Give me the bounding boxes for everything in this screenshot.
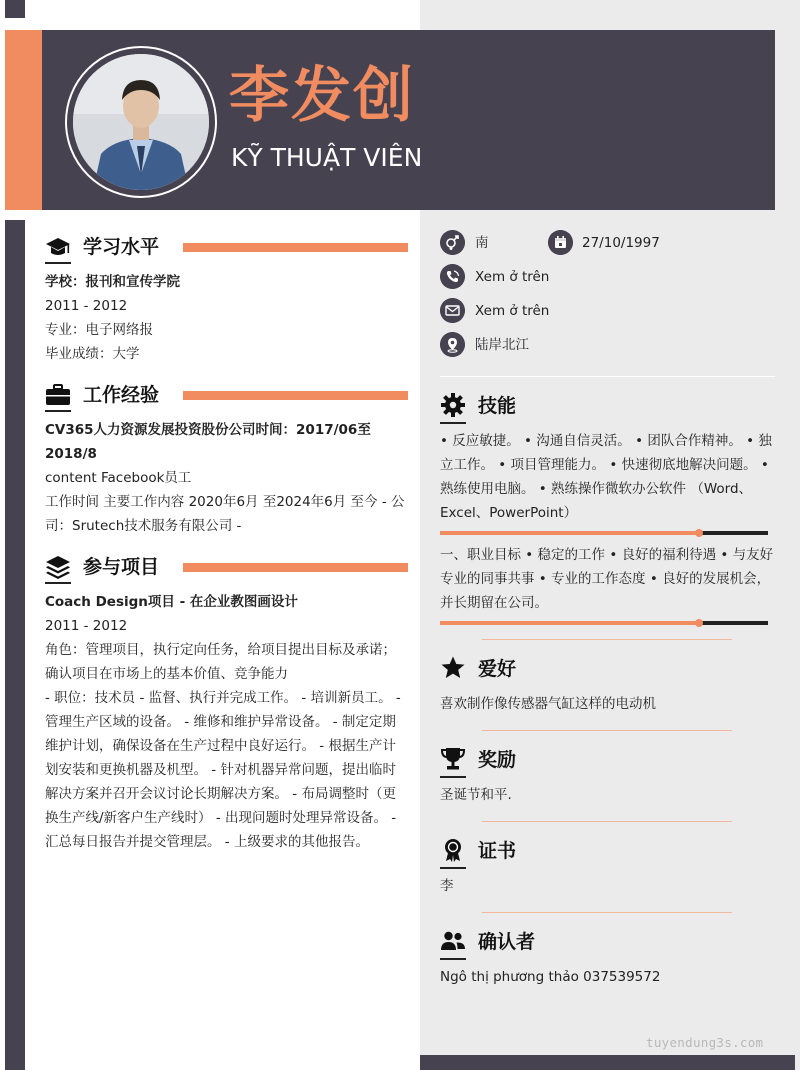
section-underline [440,958,466,960]
skill-progress-bar [440,531,768,535]
project-duties: - 职位：技术员 - 监督、执行并完成工作。 - 培训新员工。 - 管理生产区域的设备。 - 维修和维护异常设备。 - 制定定期维护计划，确保设备在生产过程中良好运行。 - 根据生产计划安装和更换机器及机型。 - 针对机器异常问题，提出临时解决方案并召开会议讨论长期解决方案。 - 布局调整时（更换生产线/新客户生产线时） - 出现问题时处理异常设备。 - 汇总每日报告并提交管理层。 - 上级要求的其他报告。 [45,690,401,850]
project-years: 2011 - 2012 [45,618,128,634]
section-underline [45,582,71,584]
address-value: 陆岸北江 [475,337,529,353]
education-grade: 毕业成绩：大学 [45,346,140,362]
trophy-icon [440,746,466,772]
section-divider [482,639,732,640]
awards-text: 圣诞节和平. [440,787,512,803]
project-entry [45,590,408,854]
skill-progress-fill [440,621,699,625]
section-divider [482,730,732,731]
project-role: 角色：管理项目，执行定向任务，给项目提出目标及承诺；确认项目在市场上的基本价值、竞争能力 [45,642,396,682]
section-underline [440,867,466,869]
hobbies-text: 喜欢制作像传感器气缸这样的电动机 [440,696,656,712]
top-left-decor-bar [5,0,25,18]
section-title: 参与项目 [83,556,160,578]
watermark-text: tuyendung3s.com [646,1035,764,1050]
info-row-gender-birthday [440,228,775,262]
section-accent-bar [183,391,408,400]
location-pin-icon [440,332,465,357]
right-column [440,228,775,989]
layers-icon [45,554,71,580]
company-name: CV365人力资源发展投资股份公司时间：2017/06至2018/8 [45,422,371,462]
info-row-address [440,330,775,364]
birthday-value: 27/10/1997 [582,235,660,251]
education-years: 2011 - 2012 [45,298,128,314]
section-title: 爱好 [478,658,517,680]
certificates-text: 李 [440,878,454,894]
gender-value: 南 [475,235,489,251]
section-title: 确认者 [478,931,536,953]
section-accent-bar [183,563,408,572]
avatar [73,54,209,190]
education-heading [45,232,408,266]
section-title: 学习水平 [83,236,160,258]
skill-text: 一、职业目标 • 稳定的工作 • 良好的福利待遇 • 与友好专业的同事共事 • 专业的工作态度 • 良好的发展机会，并长期留在公司。 [440,547,774,611]
left-decor-strip [5,220,25,1070]
skills-heading [440,391,775,425]
skill-item [440,429,775,535]
experience-entry [45,418,408,538]
experience-detail: 工作时间 主要工作内容 2020年6月 至2024年6月 至今 - 公司：Srutech技术服务有限公司 - [45,494,405,534]
gear-icon [440,392,466,418]
job-title: KỸ THUẬT VIÊN [231,143,423,172]
skill-progress-knob [695,529,703,537]
skill-progress-fill [440,531,699,535]
hobbies-heading [440,654,775,688]
info-row-phone [440,262,775,296]
briefcase-icon [45,382,71,408]
skill-item [440,543,775,625]
section-underline [440,422,466,424]
references-heading [440,927,775,961]
section-accent-bar [183,243,408,252]
school-name: 学校：报刊和宣传学院 [45,274,180,290]
email-icon [440,298,465,323]
section-underline [45,410,71,412]
users-icon [440,928,466,954]
section-underline [440,776,466,778]
experience-heading [45,380,408,414]
skill-text: • 反应敏捷。 • 沟通自信灵活。 • 团队合作精神。 • 独立工作。 • 项目管理能力。 • 快速彻底地解决问题。 • 熟练使用电脑。 • 熟练操作微软办公软件 （Word、Excel、PowerPoint） [440,433,772,521]
section-divider [482,912,732,913]
award-medal-icon [440,837,466,863]
section-title: 证书 [478,840,517,862]
certificates-heading [440,836,775,870]
education-major: 专业：电子网络报 [45,322,153,338]
section-underline [45,262,71,264]
calendar-icon [548,230,573,255]
candidate-name: 李发创 [229,61,415,131]
education-entry [45,270,408,366]
gender-icon [440,230,465,255]
experience-position: content Facebook员工 [45,470,192,486]
section-title: 技能 [478,395,517,417]
phone-icon [440,264,465,289]
cv-header [5,30,775,210]
projects-heading [45,552,408,586]
skill-progress-bar [440,621,768,625]
awards-heading [440,745,775,779]
star-icon [440,655,466,681]
skill-progress-knob [695,619,703,627]
bottom-decor-bar [420,1055,795,1070]
avatar-photo [73,54,209,190]
left-column [45,232,408,864]
references-text: Ngô thị phương thảo 037539572 [440,969,661,985]
avatar-ring [65,46,217,198]
graduation-cap-icon [45,234,71,260]
section-title: 奖励 [478,749,517,771]
info-row-email [440,296,775,330]
header-accent-bar [5,30,42,210]
section-title: 工作经验 [83,384,160,406]
email-value: Xem ở trên [475,303,550,319]
contact-divider [440,376,775,377]
section-divider [482,821,732,822]
phone-value: Xem ở trên [475,269,550,285]
project-name: Coach Design项目 - 在企业教图画设计 [45,594,298,610]
